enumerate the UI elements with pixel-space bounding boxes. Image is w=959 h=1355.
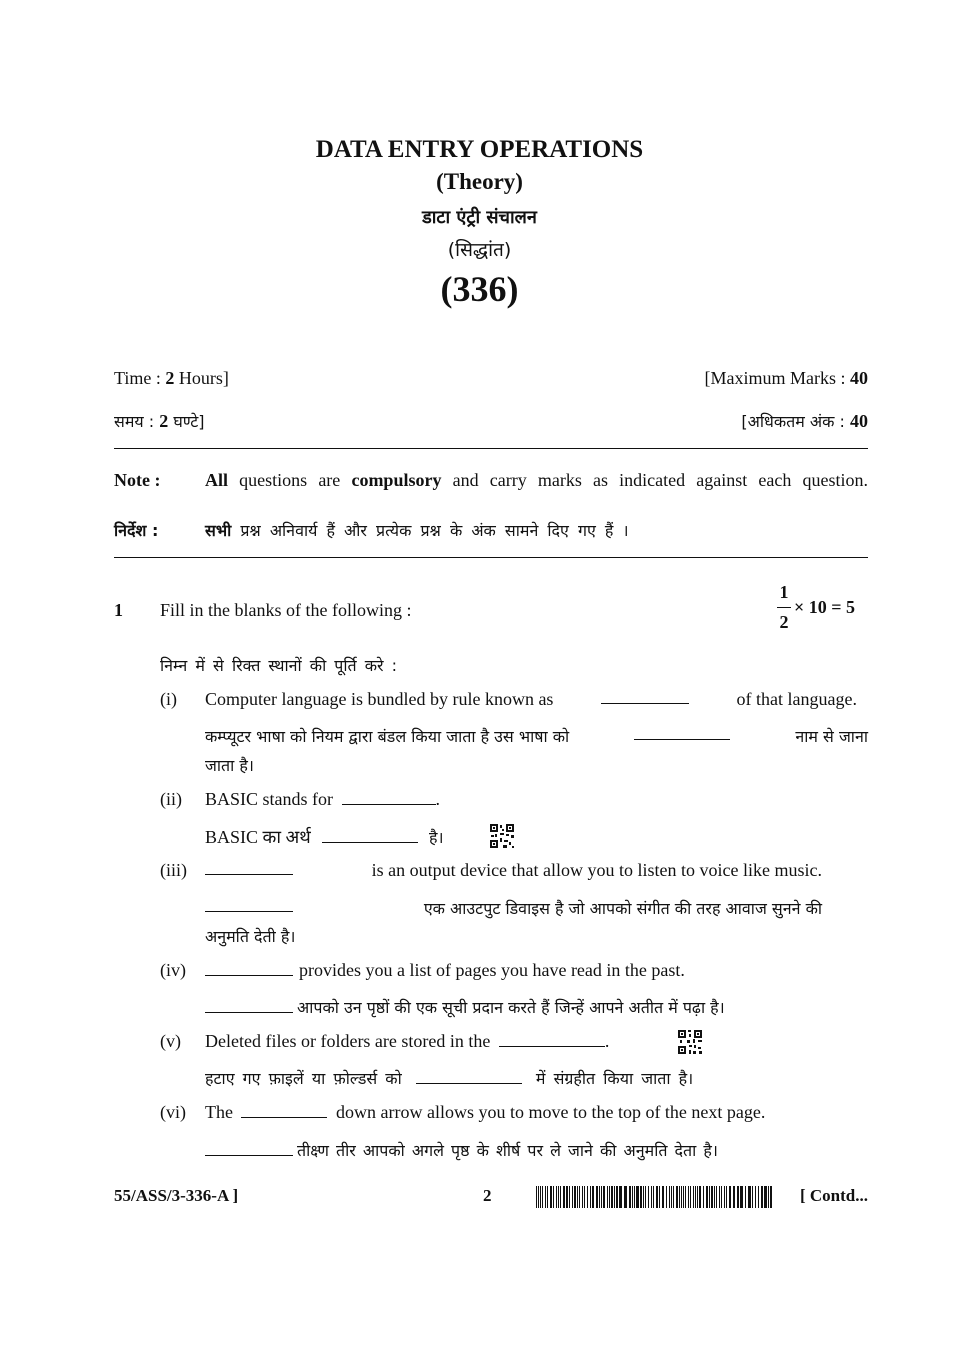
item-ii-hindi: BASIC का अर्थ है।	[205, 827, 444, 847]
marks-rest: × 10 = 5	[794, 597, 856, 617]
note-label: Note :	[114, 470, 161, 490]
note-label-hindi: निर्देश :	[114, 521, 159, 540]
barcode-icon	[536, 1186, 774, 1208]
divider-top	[114, 448, 868, 449]
item-number-ii: (ii)	[160, 789, 182, 809]
item-vi-english: The down arrow allows you to move to the top of the next page.	[205, 1102, 766, 1122]
max-marks-info: [Maximum Marks : 40	[704, 368, 868, 388]
blank-ii-hindi	[322, 828, 418, 843]
item-iv-hindi: आपको उन पृष्ठों की एक सूची प्रदान करते हैं जिन्हें आपने अतीत में पढ़ा है।	[205, 996, 725, 1018]
max-marks-info-hindi: [अधिकतम अंक : 40	[741, 411, 868, 431]
blank-iv-hindi	[205, 998, 293, 1013]
question-prompt: Fill in the blanks of the following :	[160, 600, 412, 620]
item-iii-hindi: एक आउटपुट डिवाइस है जो आपको संगीत की तरह आवाज सुनने की	[205, 897, 822, 919]
marks-denominator: 2	[779, 612, 789, 632]
blank-vi-hindi	[205, 1141, 293, 1156]
time-info: Time : 2 Hours]	[114, 368, 229, 388]
blank-i-hindi	[634, 725, 730, 740]
blank-i-english	[601, 689, 689, 704]
item-number-v: (v)	[160, 1031, 181, 1051]
paper-title: DATA ENTRY OPERATIONS	[315, 136, 644, 163]
blank-v-english	[499, 1032, 605, 1047]
question-number: 1	[114, 600, 123, 620]
item-number-i: (i)	[160, 689, 177, 709]
subject-code: (336)	[440, 269, 519, 309]
paper-code: 55/ASS/3-336-A ]	[114, 1186, 239, 1205]
time-info-hindi: समय : 2 घण्टे]	[114, 411, 205, 431]
blank-iii-hindi	[205, 897, 293, 912]
item-vi-hindi: तीक्ष्ण तीर आपको अगले पृष्ठ के शीर्ष पर ले जाने की अनुमति देता है।	[205, 1139, 718, 1161]
blank-v-hindi	[416, 1069, 522, 1084]
qr-code-icon	[489, 823, 515, 849]
blank-vi-english	[241, 1103, 327, 1118]
item-number-iv: (iv)	[160, 960, 186, 980]
paper-title-hindi: डाटा एंट्री संचालन	[422, 207, 537, 228]
divider-bottom	[114, 557, 868, 558]
marks-numerator: 1	[779, 582, 789, 602]
item-v-hindi: हटाए गए फ़ाइलें या फ़ोल्डर्स को में संग्रहीत किया जाता है।	[205, 1069, 694, 1088]
item-v-english: Deleted files or folders are stored in the .	[205, 1031, 610, 1051]
blank-ii-english	[342, 790, 436, 805]
blank-iii-english	[205, 860, 293, 875]
page-number: 2	[483, 1186, 492, 1205]
continued-label: [ Contd...	[799, 1186, 868, 1205]
item-i-english: Computer language is bundled by rule known as of that language.	[205, 689, 857, 709]
note-text-hindi: सभी प्रश्न अनिवार्य हैं और प्रत्येक प्रश्न के अंक सामने दिए गए हैं ।	[205, 521, 629, 540]
item-i-hindi-line2: जाता है।	[205, 756, 254, 775]
paper-subtitle: (Theory)	[436, 169, 523, 194]
blank-iv-english	[205, 961, 293, 976]
item-iii-english: is an output device that allow you to listen to voice like music.	[205, 860, 822, 881]
note-text: All questions are compulsory and carry marks as indicated against each question.	[205, 470, 869, 490]
item-ii-english: BASIC stands for .	[205, 789, 441, 809]
item-number-vi: (vi)	[160, 1102, 186, 1122]
item-iii-hindi-line2: अनुमति देती है।	[205, 927, 296, 946]
paper-subtitle-hindi: (सिद्धांत)	[447, 239, 512, 261]
qr-code-icon	[677, 1029, 703, 1055]
item-i-hindi: कम्प्यूटर भाषा को नियम द्वारा बंडल किया जाता है उस भाषा को नाम से जाना	[205, 727, 868, 746]
item-iv-english: provides you a list of pages you have read in the past.	[205, 960, 685, 981]
item-number-iii: (iii)	[160, 860, 187, 880]
marks-fraction-bar	[777, 607, 791, 608]
question-prompt-hindi: निम्न में से रिक्त स्थानों की पूर्ति करे :	[160, 656, 398, 675]
